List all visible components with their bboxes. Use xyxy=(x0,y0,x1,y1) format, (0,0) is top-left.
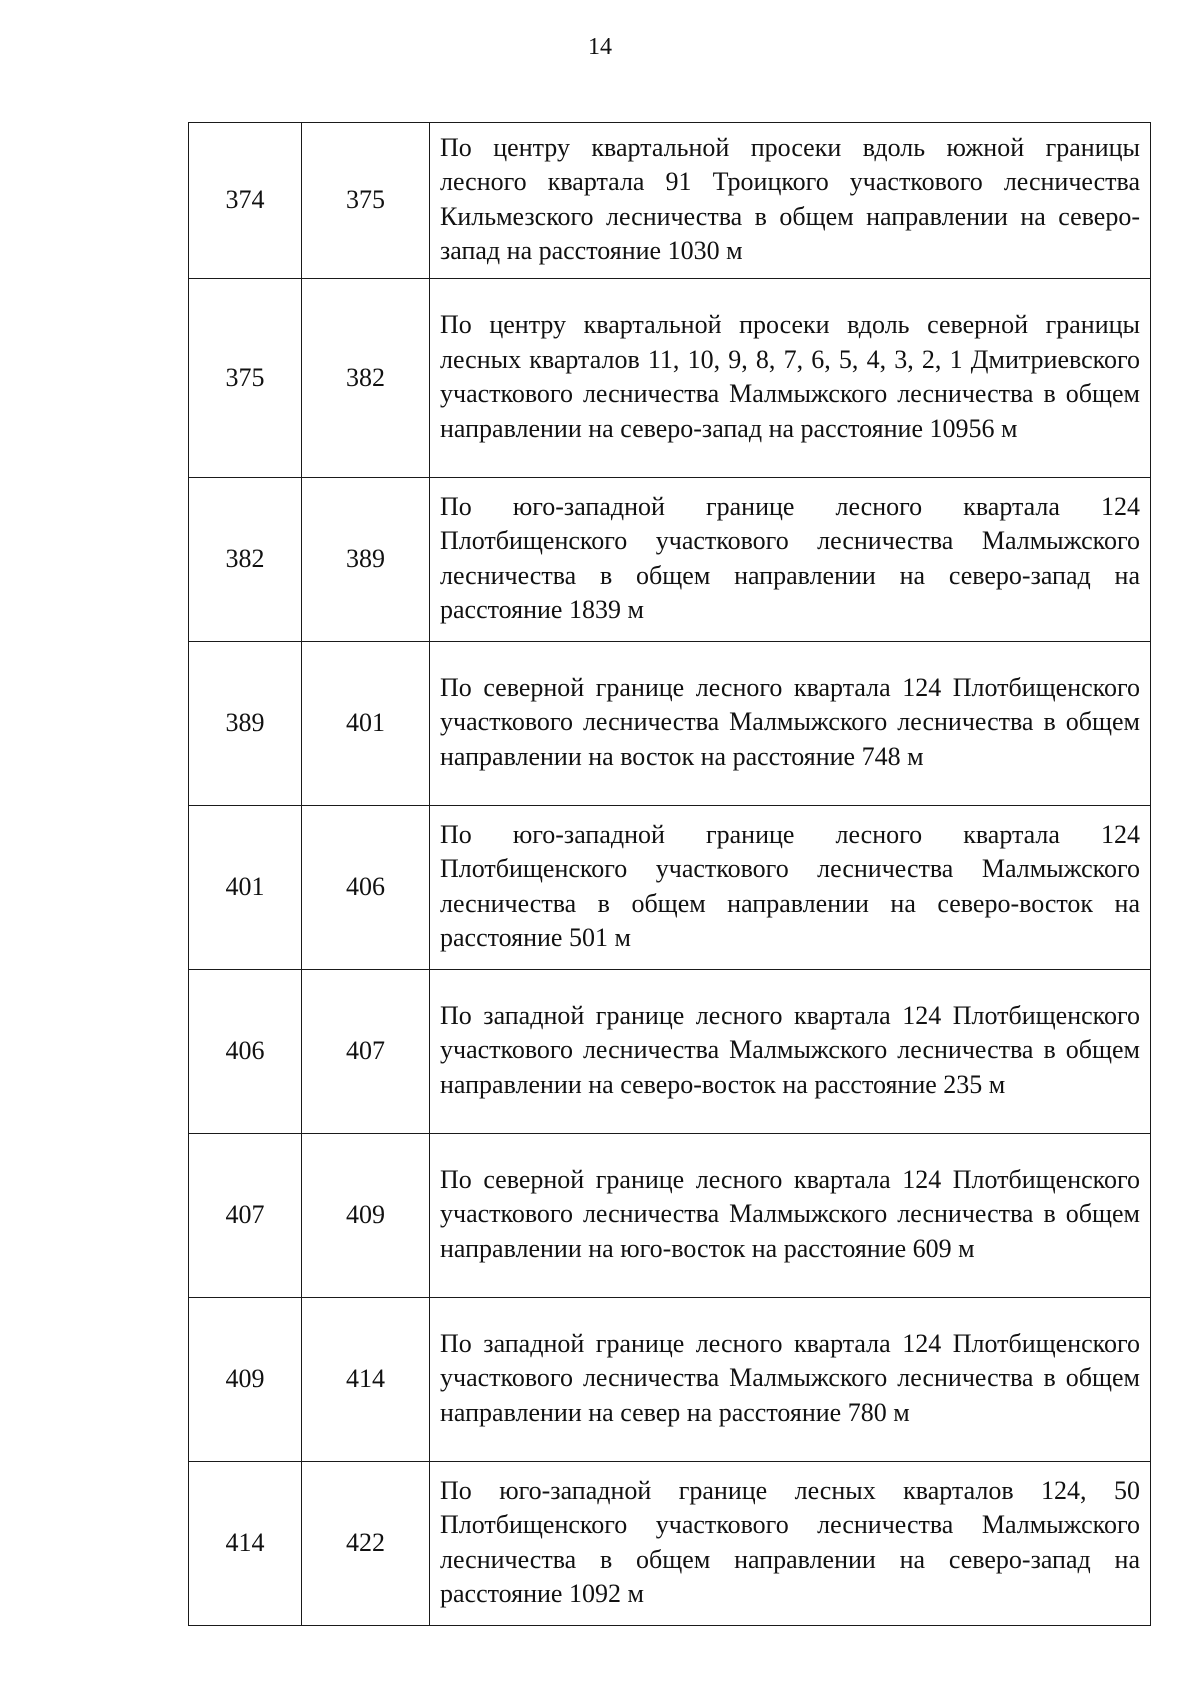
description-cell: По западной границе лесного квартала 124 Плотбищенского участкового лесничества Малмыжского лесничества в общем направлении на север на расстояние 780 м xyxy=(430,1298,1151,1462)
table-row xyxy=(189,970,1151,1134)
from-point-cell: 401 xyxy=(189,806,302,970)
description-cell: По центру квартальной просеки вдоль северной границы лесных кварталов 11, 10, 9, 8, 7, 6, 5, 4, 3, 2, 1 Дмитриевского участкового лесничества Малмыжского лесничества в общем направлении на северо-запад на расстояние 10956 м xyxy=(430,279,1151,478)
to-point-cell: 401 xyxy=(302,642,430,806)
to-point-cell: 422 xyxy=(302,1462,430,1626)
description-cell: По центру квартальной просеки вдоль южной границы лесного квартала 91 Троицкого участкового лесничества Кильмезского лесничества в общем направлении на северо-запад на расстояние 1030 м xyxy=(430,123,1151,279)
to-point-cell: 406 xyxy=(302,806,430,970)
table-row xyxy=(189,1462,1151,1626)
description-cell: По юго-западной границе лесного квартала 124 Плотбищенского участкового лесничества Малмыжского лесничества в общем направлении на северо-запад на расстояние 1839 м xyxy=(430,478,1151,642)
table-row xyxy=(189,1298,1151,1462)
to-point-cell: 414 xyxy=(302,1298,430,1462)
to-point-cell: 382 xyxy=(302,279,430,478)
to-point-cell: 407 xyxy=(302,970,430,1134)
description-cell: По северной границе лесного квартала 124 Плотбищенского участкового лесничества Малмыжского лесничества в общем направлении на юго-восток на расстояние 609 м xyxy=(430,1134,1151,1298)
table-row xyxy=(189,642,1151,806)
table-row xyxy=(189,1134,1151,1298)
table-row xyxy=(189,806,1151,970)
from-point-cell: 409 xyxy=(189,1298,302,1462)
to-point-cell: 409 xyxy=(302,1134,430,1298)
table-row xyxy=(189,279,1151,478)
table-row xyxy=(189,123,1151,279)
description-cell: По северной границе лесного квартала 124 Плотбищенского участкового лесничества Малмыжского лесничества в общем направлении на восток на расстояние 748 м xyxy=(430,642,1151,806)
from-point-cell: 407 xyxy=(189,1134,302,1298)
from-point-cell: 382 xyxy=(189,478,302,642)
boundary-table xyxy=(188,122,1151,1626)
from-point-cell: 414 xyxy=(189,1462,302,1626)
table-row xyxy=(189,478,1151,642)
to-point-cell: 389 xyxy=(302,478,430,642)
from-point-cell: 389 xyxy=(189,642,302,806)
from-point-cell: 374 xyxy=(189,123,302,279)
page-number: 14 xyxy=(588,34,612,60)
to-point-cell: 375 xyxy=(302,123,430,279)
description-cell: По юго-западной границе лесного квартала 124 Плотбищенского участкового лесничества Малмыжского лесничества в общем направлении на северо-восток на расстояние 501 м xyxy=(430,806,1151,970)
from-point-cell: 406 xyxy=(189,970,302,1134)
from-point-cell: 375 xyxy=(189,279,302,478)
description-cell: По западной границе лесного квартала 124 Плотбищенского участкового лесничества Малмыжского лесничества в общем направлении на северо-восток на расстояние 235 м xyxy=(430,970,1151,1134)
description-cell: По юго-западной границе лесных кварталов 124, 50 Плотбищенского участкового лесничества Малмыжского лесничества в общем направлении на северо-запад на расстояние 1092 м xyxy=(430,1462,1151,1626)
